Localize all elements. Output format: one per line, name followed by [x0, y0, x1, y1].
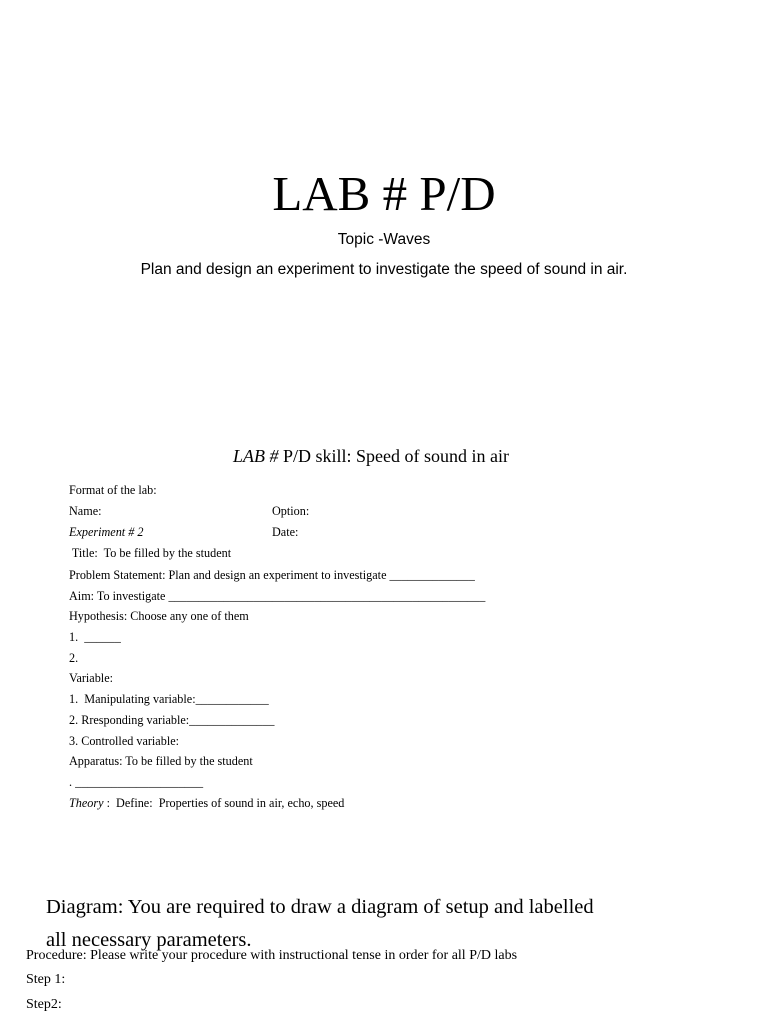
diagram-line-2: all necessary parameters.	[46, 929, 252, 951]
section-heading-lab: LAB #	[232, 446, 279, 466]
title-field: Title: To be filled by the student	[69, 546, 232, 560]
option-label: Option:	[272, 504, 310, 518]
hypothesis-label: Hypothesis: Choose any one of them	[69, 609, 249, 623]
theory-label: Theory	[69, 796, 104, 810]
apparatus-label: Apparatus: To be filled by the student	[69, 754, 253, 768]
section-heading-skill: P/D skill: Speed of sound in air	[278, 446, 509, 466]
plan-statement: Plan and design an experiment to investigate the speed of sound in air.	[140, 261, 628, 278]
aim-line: Aim: To investigate ____________________________________________________	[69, 589, 486, 603]
section-heading	[0, 445, 742, 467]
procedure-step-2: Step2:	[26, 997, 62, 1012]
controlled-variable: 3. Controlled variable:	[69, 734, 179, 748]
theory-text: : Define: Properties of sound in air, echo, speed	[103, 796, 345, 810]
format-label: Format of the lab:	[69, 483, 157, 497]
procedure-step-1: Step 1:	[26, 972, 66, 987]
date-label: Date:	[272, 525, 299, 539]
topic-line: Topic -Waves	[337, 231, 431, 248]
experiment-label: Experiment # 2	[69, 525, 144, 539]
manipulating-variable: 1. Manipulating variable:____________	[69, 692, 269, 706]
procedure-intro: Procedure: Please write your procedure with instructional tense in order for all P/D labs	[26, 948, 518, 963]
problem-statement: Problem Statement: Plan and design an experiment to investigate ______________	[69, 568, 475, 582]
variable-label: Variable:	[69, 671, 113, 685]
diagram-line-1: Diagram: You are required to draw a diagram of setup and labelled	[46, 896, 594, 918]
apparatus-blank-line: . _____________________	[69, 775, 204, 789]
hypothesis-item-1: 1. ______	[69, 630, 121, 644]
lab-title: LAB # P/D	[272, 166, 496, 221]
theory-line	[69, 795, 344, 811]
hypothesis-item-2: 2.	[69, 651, 79, 665]
name-label: Name:	[69, 504, 102, 518]
responding-variable: 2. Rresponding variable:______________	[69, 713, 275, 727]
